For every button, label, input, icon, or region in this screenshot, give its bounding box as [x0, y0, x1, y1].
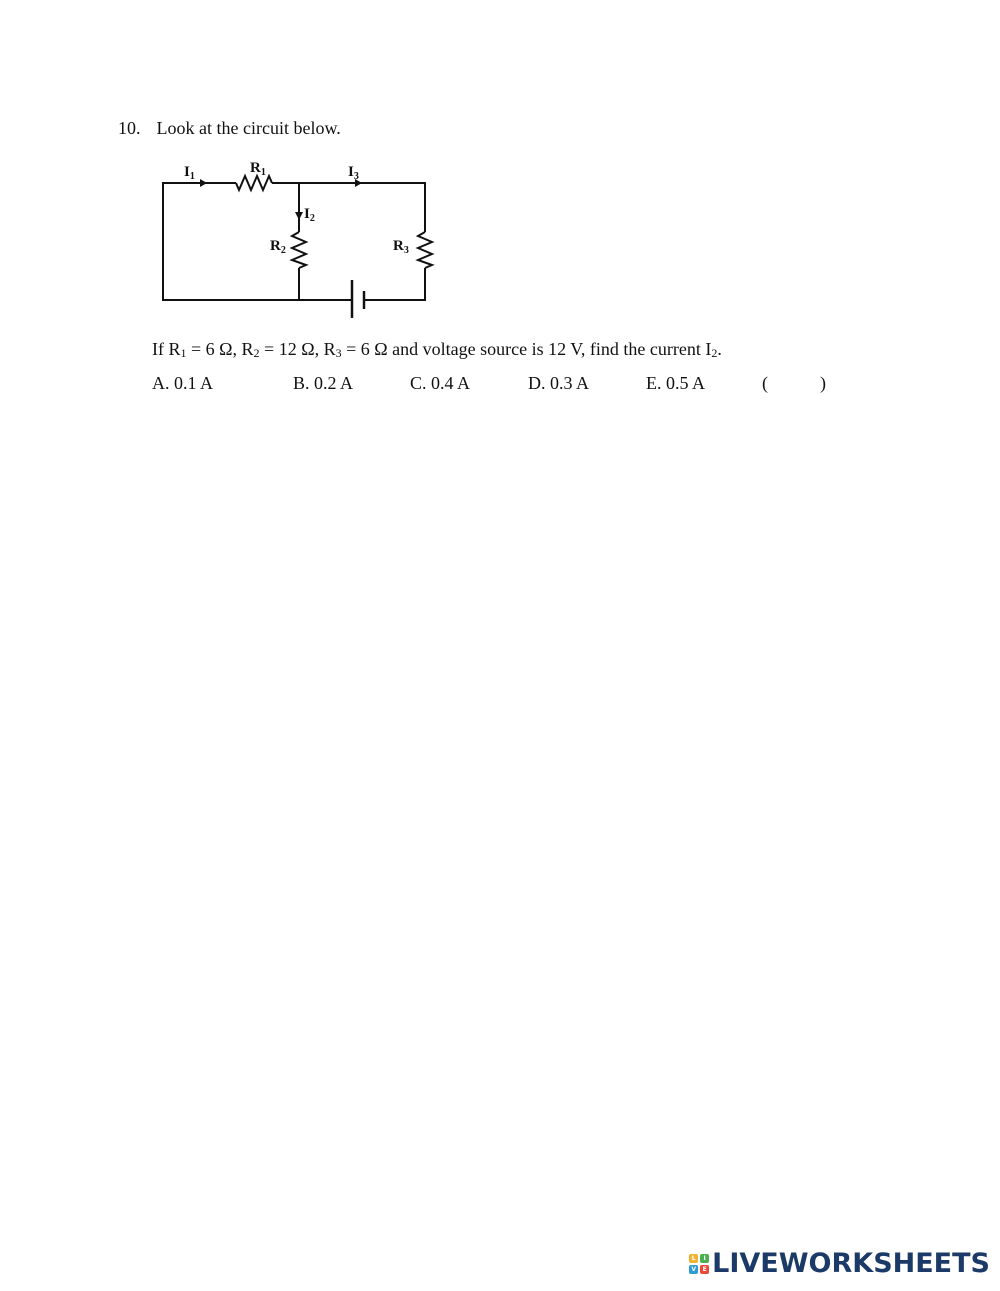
- resistor-r1: [236, 176, 272, 190]
- logo-tile-i: I: [700, 1254, 709, 1263]
- circuit-diagram: [150, 150, 450, 320]
- answer-paren-close: ): [820, 373, 826, 393]
- logo-tile-v: V: [689, 1265, 698, 1274]
- question-number: 10.: [118, 118, 141, 138]
- option-c: C. 0.4 A: [410, 373, 471, 393]
- logo-tile-l: L: [689, 1254, 698, 1263]
- label-r1: $R_1$: [250, 160, 266, 178]
- arrow-i1: [200, 179, 207, 187]
- resistor-r3: [418, 232, 432, 268]
- liveworksheets-icon: [689, 1254, 709, 1274]
- answer-paren-open: (: [762, 373, 768, 393]
- resistor-r2: [292, 232, 306, 268]
- liveworksheets-wordmark: LIVEWORKSHEETS: [712, 1248, 990, 1279]
- question-header: [118, 118, 341, 139]
- option-d: D. 0.3 A: [528, 373, 590, 393]
- label-i2: $I_2$: [304, 206, 315, 224]
- label-i1: $I_1$: [184, 164, 195, 182]
- label-r2: $R_2$: [270, 238, 286, 256]
- option-a: A. 0.1 A: [152, 373, 214, 393]
- question-prompt: Look at the circuit below.: [156, 118, 341, 138]
- liveworksheets-logo: [689, 1248, 990, 1279]
- label-i3: $I_3$: [348, 164, 359, 182]
- problem-statement: If $R_1 = 6$ Ω, $R_2 = 12$ Ω, $R_3 = 6$ Ω and voltage source is 12 V, find the current $I_2$.: [152, 339, 722, 360]
- option-b: B. 0.2 A: [293, 373, 354, 393]
- option-e: E. 0.5 A: [646, 373, 706, 393]
- label-r3: $R_3$: [393, 238, 409, 256]
- logo-tile-e: E: [700, 1265, 709, 1274]
- arrow-i2: [295, 212, 303, 220]
